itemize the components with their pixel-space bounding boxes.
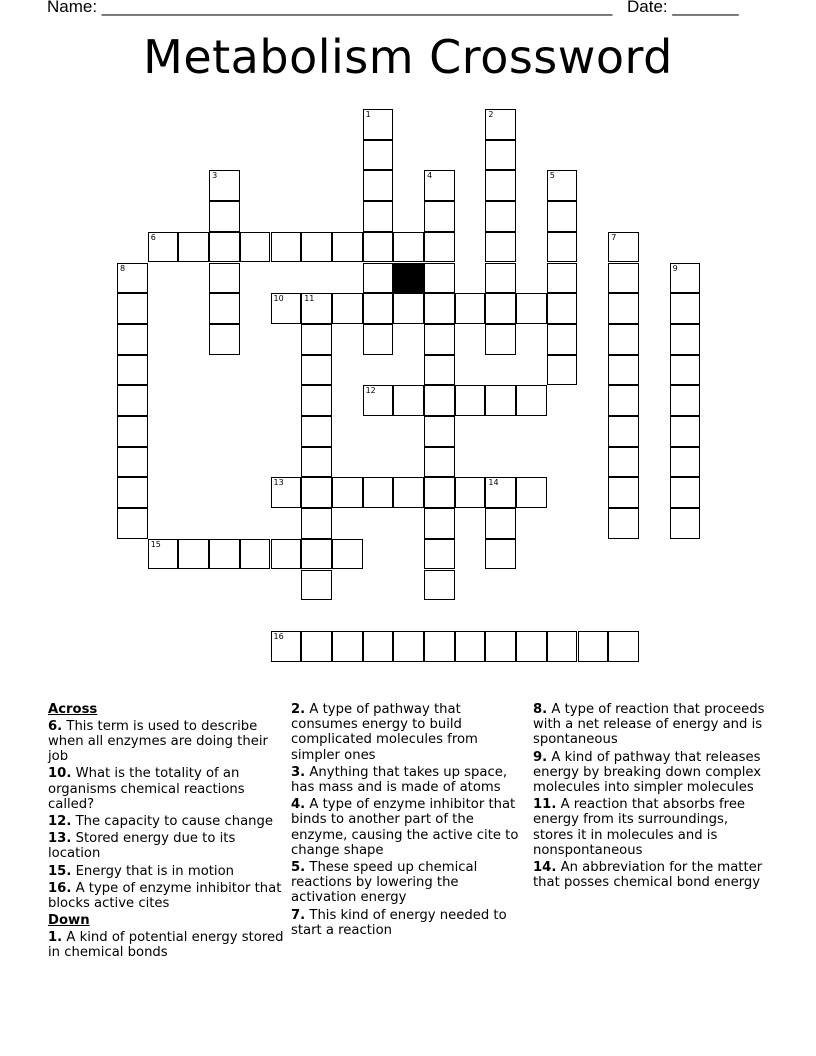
grid-cell[interactable] xyxy=(209,170,240,201)
grid-cell[interactable] xyxy=(424,170,455,201)
clue-item-number: 7. xyxy=(291,907,306,923)
grid-cell[interactable] xyxy=(608,631,639,662)
clue-item xyxy=(291,702,527,763)
across-heading: Across xyxy=(48,701,98,717)
grid-cell[interactable] xyxy=(117,324,148,355)
name-line: Name: ______________________________________________________ xyxy=(47,0,613,16)
date-line: Date: _______ xyxy=(627,0,739,16)
grid-cell[interactable] xyxy=(209,201,240,232)
grid-cell[interactable] xyxy=(363,201,394,232)
grid-cell[interactable] xyxy=(209,263,240,294)
clue-item-text: This term is used to describe when all enzymes are doing their job xyxy=(48,718,268,765)
grid-cell[interactable] xyxy=(332,631,363,662)
clue-item xyxy=(291,908,527,938)
grid-cell[interactable] xyxy=(608,508,639,539)
clue-item-text: A type of enzyme inhibitor that binds to another part of the enzyme, causing the active cite to change shape xyxy=(291,797,519,858)
grid-cell[interactable] xyxy=(547,263,578,294)
grid-cell[interactable] xyxy=(455,477,486,508)
grid-cell[interactable] xyxy=(608,385,639,416)
grid-cell[interactable] xyxy=(117,508,148,539)
grid-cell[interactable] xyxy=(670,416,701,447)
grid-cell[interactable] xyxy=(424,232,455,263)
grid-cell[interactable] xyxy=(393,631,424,662)
grid-cell[interactable] xyxy=(301,416,332,447)
clue-item-number: 10. xyxy=(48,766,72,782)
grid-cell[interactable] xyxy=(117,355,148,386)
clue-item xyxy=(48,719,284,765)
grid-cell[interactable] xyxy=(424,385,455,416)
grid-cell[interactable] xyxy=(424,416,455,447)
grid-cell[interactable] xyxy=(516,385,547,416)
grid-cell[interactable] xyxy=(117,447,148,478)
grid-cell[interactable] xyxy=(485,539,516,570)
grid-cell[interactable] xyxy=(424,293,455,324)
clue-number: 6 xyxy=(150,232,156,242)
grid-cell[interactable] xyxy=(393,477,424,508)
grid-cell[interactable] xyxy=(485,508,516,539)
clue-item-number: 6. xyxy=(48,718,63,734)
clue-number: 2 xyxy=(488,110,494,119)
clue-item-number: 1. xyxy=(48,929,63,945)
page-title: Metabolism Crossword xyxy=(143,30,673,84)
grid-cell[interactable] xyxy=(332,293,363,324)
grid-cell[interactable] xyxy=(393,293,424,324)
grid-cell[interactable] xyxy=(485,324,516,355)
grid-cell[interactable] xyxy=(424,201,455,232)
grid-cell[interactable] xyxy=(424,508,455,539)
grid-cell[interactable] xyxy=(271,631,302,662)
grid-cell[interactable] xyxy=(301,293,332,324)
clue-number: 1 xyxy=(365,110,371,119)
grid-cell[interactable] xyxy=(301,477,332,508)
grid-cell[interactable] xyxy=(271,232,302,263)
grid-cell[interactable] xyxy=(393,232,424,263)
grid-cell[interactable] xyxy=(117,385,148,416)
grid-cell[interactable] xyxy=(209,293,240,324)
clue-item-text: Anything that takes up space, has mass and is made of atoms xyxy=(291,764,508,796)
grid-cell[interactable] xyxy=(148,539,179,570)
grid-cell[interactable] xyxy=(332,477,363,508)
across-clue-list xyxy=(48,719,284,911)
grid-cell[interactable] xyxy=(117,477,148,508)
grid-cell[interactable] xyxy=(424,355,455,386)
grid-cell[interactable] xyxy=(301,631,332,662)
grid-cell[interactable] xyxy=(547,293,578,324)
grid-cell[interactable] xyxy=(301,385,332,416)
grid-cell[interactable] xyxy=(148,232,179,263)
clue-item-text: A reaction that absorbs free energy from its surroundings, stores it in molecules and is nonspontaneous xyxy=(533,797,746,858)
grid-cell[interactable] xyxy=(117,293,148,324)
grid-cell[interactable] xyxy=(424,631,455,662)
clue-item xyxy=(533,860,769,890)
grid-cell[interactable] xyxy=(670,385,701,416)
grid-cell[interactable] xyxy=(363,385,394,416)
grid-cell[interactable] xyxy=(209,324,240,355)
clue-item-number: 11. xyxy=(533,797,557,813)
grid-cell[interactable] xyxy=(424,263,455,294)
grid-cell[interactable] xyxy=(117,263,148,294)
grid-cell[interactable] xyxy=(485,631,516,662)
grid-cell[interactable] xyxy=(485,201,516,232)
clue-item-text: The capacity to cause change xyxy=(75,813,273,829)
grid-cell[interactable] xyxy=(670,293,701,324)
grid-cell[interactable] xyxy=(363,631,394,662)
grid-cell[interactable] xyxy=(485,232,516,263)
grid-cell[interactable] xyxy=(363,232,394,263)
clue-item-number: 14. xyxy=(533,860,557,876)
clue-item xyxy=(533,750,769,796)
grid-cell[interactable] xyxy=(485,140,516,171)
clue-item-number: 8. xyxy=(533,702,548,717)
grid-cell[interactable] xyxy=(117,416,148,447)
clue-item xyxy=(291,797,527,858)
grid-cell[interactable] xyxy=(240,539,271,570)
clue-item xyxy=(48,881,284,911)
grid-cell[interactable] xyxy=(455,293,486,324)
grid-cell[interactable] xyxy=(301,324,332,355)
clue-number: 15 xyxy=(150,539,161,549)
grid-cell[interactable] xyxy=(301,447,332,478)
grid-cell[interactable] xyxy=(363,170,394,201)
clue-item-text: A kind of potential energy stored in chemical bonds xyxy=(48,929,284,961)
grid-cell[interactable] xyxy=(547,170,578,201)
grid-cell[interactable] xyxy=(301,508,332,539)
grid-cell[interactable] xyxy=(485,263,516,294)
clue-item-text: A type of pathway that consumes energy to build complicated molecules from simpler ones xyxy=(291,702,478,763)
clue-item-number: 13. xyxy=(48,831,72,847)
clue-item-number: 9. xyxy=(533,749,548,765)
clue-number: 10 xyxy=(273,294,284,304)
grid-cell[interactable] xyxy=(209,539,240,570)
clue-number: 13 xyxy=(273,478,284,488)
clue-item-text: A type of enzyme inhibitor that blocks active cites xyxy=(48,880,282,911)
grid-cell[interactable] xyxy=(363,293,394,324)
grid-cell[interactable] xyxy=(332,539,363,570)
clues-column-1 xyxy=(48,700,284,960)
clue-item-number: 15. xyxy=(48,863,72,879)
clue-item-number: 5. xyxy=(291,860,306,876)
clue-number: 14 xyxy=(488,478,499,488)
clue-item-text: A kind of pathway that releases energy by breaking down complex molecules into simpler molecules xyxy=(533,749,762,796)
clue-item-number: 12. xyxy=(48,813,72,829)
grid-cell[interactable] xyxy=(670,447,701,478)
grid-cell[interactable] xyxy=(516,631,547,662)
grid-cell[interactable] xyxy=(301,539,332,570)
grid-cell[interactable] xyxy=(608,324,639,355)
clue-item-text: What is the totality of an organisms chemical reactions called? xyxy=(48,766,245,812)
clue-item xyxy=(533,797,769,858)
grid-cell[interactable] xyxy=(455,385,486,416)
clue-item-text: A type of reaction that proceeds with a net release of energy and is spontaneous xyxy=(533,702,765,748)
grid-cell[interactable] xyxy=(240,232,271,263)
grid-cell[interactable] xyxy=(271,539,302,570)
grid-cell[interactable] xyxy=(547,232,578,263)
grid-cell[interactable] xyxy=(301,570,332,601)
down-heading: Down xyxy=(48,912,90,928)
grid-cell[interactable] xyxy=(547,631,578,662)
grid-cell[interactable] xyxy=(424,324,455,355)
grid-cell[interactable] xyxy=(516,477,547,508)
grid-cell[interactable] xyxy=(363,140,394,171)
grid-cell[interactable] xyxy=(424,477,455,508)
clue-item-number: 3. xyxy=(291,764,306,780)
clue-item xyxy=(48,766,284,812)
grid-cell[interactable] xyxy=(547,201,578,232)
grid-cell[interactable] xyxy=(547,324,578,355)
down-clue-list xyxy=(291,702,527,938)
grid-cell[interactable] xyxy=(608,477,639,508)
grid-cell[interactable] xyxy=(424,447,455,478)
clue-item xyxy=(48,814,284,829)
down-clue-list xyxy=(48,930,284,960)
grid-cell[interactable] xyxy=(670,355,701,386)
grid-cell[interactable] xyxy=(670,477,701,508)
grid-cell[interactable] xyxy=(363,324,394,355)
clue-item-text: These speed up chemical reactions by lowering the activation energy xyxy=(291,860,478,906)
grid-cell[interactable] xyxy=(608,293,639,324)
clue-item-number: 16. xyxy=(48,880,72,896)
clue-number: 5 xyxy=(549,171,555,181)
clue-number: 11 xyxy=(304,294,315,304)
grid-cell[interactable] xyxy=(608,447,639,478)
clue-number: 3 xyxy=(212,171,218,181)
grid-cell[interactable] xyxy=(332,232,363,263)
clue-item-text: Energy that is in motion xyxy=(75,863,235,879)
clues-column-3 xyxy=(533,700,769,890)
clue-item xyxy=(291,860,527,906)
clue-number: 4 xyxy=(427,171,433,181)
grid-cell[interactable] xyxy=(578,631,609,662)
grid-cell[interactable] xyxy=(424,570,455,601)
grid-cell[interactable] xyxy=(516,293,547,324)
grid-cell[interactable] xyxy=(485,477,516,508)
clue-item-text: An abbreviation for the matter that posses chemical bond energy xyxy=(533,860,763,891)
clue-item xyxy=(48,831,284,861)
clue-number: 12 xyxy=(365,386,376,396)
grid-cell[interactable] xyxy=(301,232,332,263)
grid-cell[interactable] xyxy=(547,355,578,386)
grid-cell[interactable] xyxy=(485,170,516,201)
clue-item xyxy=(48,930,284,960)
clue-item xyxy=(48,864,284,879)
grid-cell[interactable] xyxy=(363,109,394,140)
grid-cell[interactable] xyxy=(485,293,516,324)
grid-cell[interactable] xyxy=(485,385,516,416)
grid-cell[interactable] xyxy=(424,539,455,570)
clue-item-number: 4. xyxy=(291,797,306,813)
grid-cell[interactable] xyxy=(178,232,209,263)
grid-cell[interactable] xyxy=(271,477,302,508)
grid-cell[interactable] xyxy=(670,324,701,355)
grid-cell[interactable] xyxy=(608,355,639,386)
clue-item-text: Stored energy due to its location xyxy=(48,831,236,862)
grid-cell[interactable] xyxy=(670,508,701,539)
grid-cell[interactable] xyxy=(608,416,639,447)
clue-number: 7 xyxy=(611,232,617,242)
clue-number: 8 xyxy=(120,263,126,273)
grid-cell[interactable] xyxy=(209,232,240,263)
grid-cell[interactable] xyxy=(608,263,639,294)
clue-item-number: 2. xyxy=(291,702,306,717)
grid-cell[interactable] xyxy=(608,232,639,263)
grid-cell[interactable] xyxy=(178,539,209,570)
grid-cell[interactable] xyxy=(485,109,516,140)
clue-number: 16 xyxy=(273,631,284,641)
grid-cell[interactable] xyxy=(455,631,486,662)
grid-cell[interactable] xyxy=(363,477,394,508)
grid-cell[interactable] xyxy=(301,355,332,386)
clue-item-text: This kind of energy needed to start a reaction xyxy=(291,907,507,938)
grid-cell[interactable] xyxy=(670,263,701,294)
clue-item xyxy=(291,765,527,795)
clue-number: 9 xyxy=(672,263,678,273)
black-cell xyxy=(393,263,424,294)
grid-cell[interactable] xyxy=(393,385,424,416)
clues-column-2 xyxy=(291,700,527,938)
down-clue-list xyxy=(533,702,769,890)
grid-cell[interactable] xyxy=(363,263,394,294)
clue-item xyxy=(533,702,769,748)
grid-cell[interactable] xyxy=(271,293,302,324)
